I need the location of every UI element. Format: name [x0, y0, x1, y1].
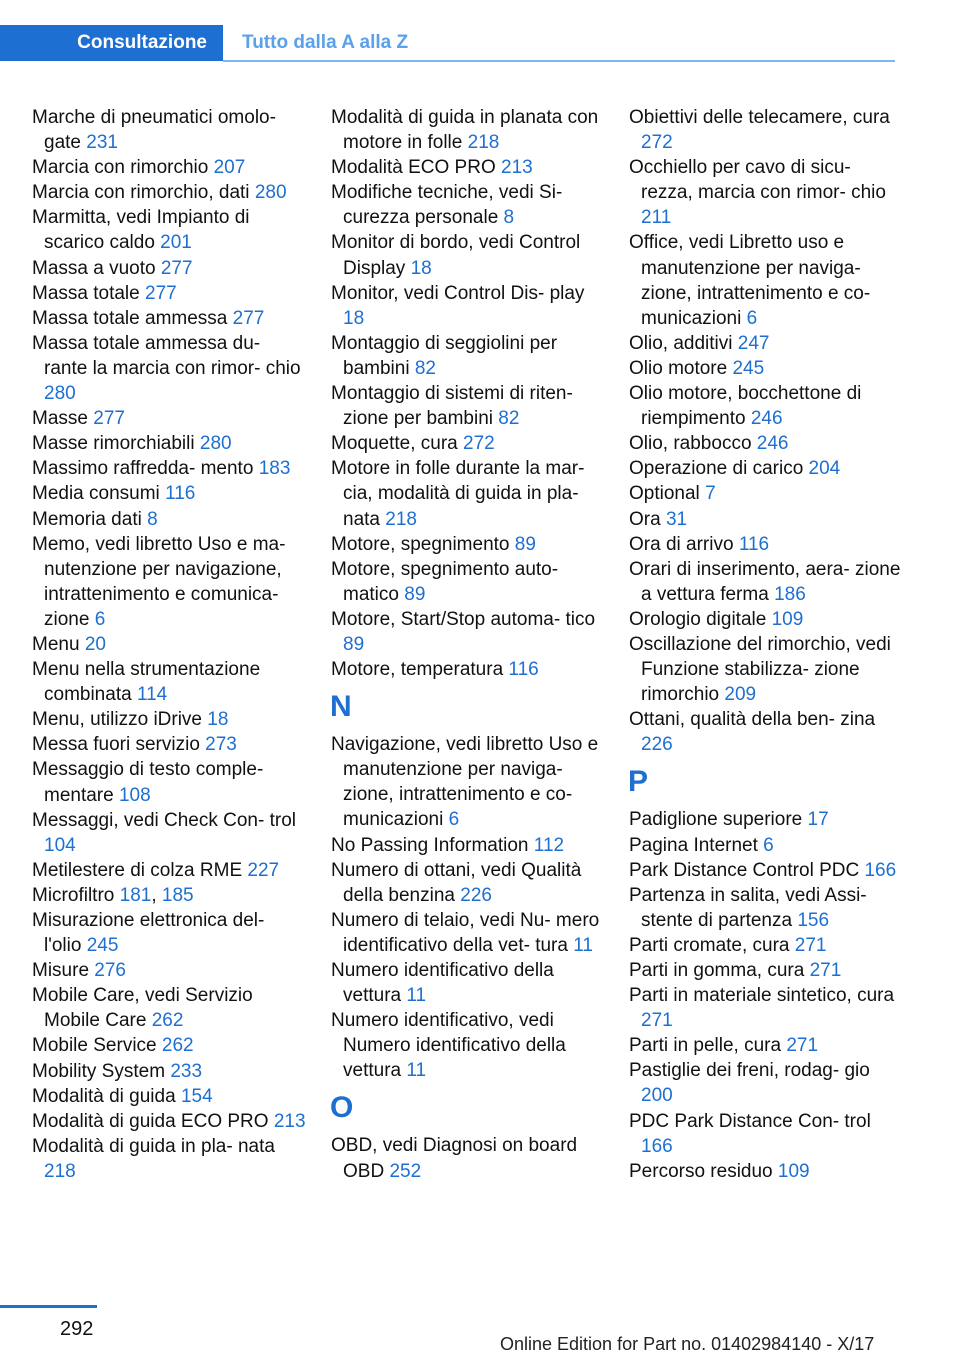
- index-entry: [331, 657, 606, 682]
- index-entry: [32, 1033, 307, 1058]
- index-entry-term: Numero identificativo, vedi Numero identificativo della vettura: [331, 1010, 566, 1082]
- index-entry: [331, 105, 606, 155]
- page-reference-link[interactable]: 218: [467, 132, 500, 154]
- index-entry: [629, 105, 904, 155]
- page-reference-link[interactable]: 226: [460, 884, 492, 906]
- index-entry: [32, 456, 307, 481]
- page-reference-link[interactable]: 200: [641, 1085, 673, 1107]
- index-entry: [629, 983, 904, 1033]
- page-reference-link[interactable]: 231: [86, 132, 118, 154]
- section-tab-label: Consultazione: [77, 32, 207, 53]
- page-reference-link[interactable]: 104: [44, 834, 76, 856]
- page-reference-link[interactable]: 18: [207, 709, 229, 731]
- index-entry-term: Motore, spegnimento auto‐ matico: [331, 558, 559, 605]
- page-reference-link[interactable]: 201: [160, 232, 192, 254]
- index-entry-term: Parti in materiale sintetico, cura: [629, 985, 895, 1007]
- index-entry: [331, 281, 606, 331]
- page-reference-link[interactable]: 272: [641, 132, 673, 154]
- index-entry: [331, 532, 606, 557]
- index-entry-term: Motore, temperatura: [331, 659, 504, 681]
- footer-accent-bar: [0, 1305, 97, 1308]
- index-entry-term: Motore, Start/Stop automa‐ tico: [331, 608, 596, 630]
- index-entry-term: Modifiche tecniche, vedi Si‐ curezza personale: [331, 182, 563, 229]
- index-entry-term: Oscillazione del rimorchio, vedi Funzione stabilizza‐ zione rimorchio: [629, 633, 891, 706]
- index-entry-term: Office, vedi Libretto uso e manutenzione per naviga‐ zione, intrattenimento e co‐ municazioni: [629, 232, 871, 329]
- index-entry-term: Modalità ECO PRO: [331, 157, 496, 179]
- page-reference-link[interactable]: 6: [746, 307, 758, 329]
- index-entry-term: Massa totale: [32, 282, 140, 304]
- index-entry: [629, 481, 904, 506]
- index-entry-term: Orologio digitale: [629, 608, 767, 630]
- page-reference-link[interactable]: 156: [797, 909, 830, 931]
- index-entry: [629, 1033, 904, 1058]
- index-entry-term: Ottani, qualità della ben‐ zina: [629, 709, 876, 731]
- index-entry: [32, 532, 307, 632]
- index-entry: [629, 155, 904, 230]
- index-entry: [32, 180, 307, 205]
- index-entry-term: Motore in folle durante la mar‐ cia, modalità di guida in pla‐ nata: [331, 458, 585, 530]
- index-entry: [32, 481, 307, 506]
- index-entry: [629, 557, 904, 607]
- index-entry-term: Modalità di guida: [32, 1085, 176, 1107]
- index-entry-term: Moquette, cura: [331, 433, 458, 455]
- index-entry-term: Olio motore, bocchettone di riempimento: [629, 383, 862, 430]
- page-reference-link[interactable]: 213: [501, 157, 533, 179]
- index-entry-term: Numero di telaio, vedi Nu‐ mero identificativo della vet‐ tura: [331, 909, 600, 956]
- page-reference-link[interactable]: 271: [641, 1010, 673, 1032]
- page-reference-link[interactable]: 245: [732, 357, 765, 379]
- index-entry-term: PDC Park Distance Con‐ trol: [629, 1110, 871, 1132]
- index-entry-term: Motore, spegnimento: [331, 533, 510, 555]
- index-entry: [331, 1133, 606, 1183]
- index-entry-term: Menu, utilizzo iDrive: [32, 709, 202, 731]
- index-entry: [32, 105, 307, 155]
- index-entry: [32, 155, 307, 180]
- index-entry: [32, 983, 307, 1033]
- index-entry: [629, 807, 904, 832]
- index-column-3: [629, 105, 904, 1184]
- index-entry-term: Memoria dati: [32, 508, 142, 530]
- page-reference-link[interactable]: 271: [809, 960, 842, 981]
- index-entry-term: Messa fuori servizio: [32, 734, 200, 756]
- page-reference-link[interactable]: 218: [44, 1160, 76, 1182]
- page-number: 292: [60, 1318, 94, 1340]
- index-letter-heading: O: [330, 1091, 354, 1125]
- index-entry-term: Pastiglie dei freni, rodag‐ gio: [629, 1060, 870, 1082]
- index-entry: [629, 833, 904, 858]
- index-entry-term: Ora di arrivo: [629, 533, 734, 555]
- index-entry-term: Menu: [32, 633, 80, 655]
- page-reference-link[interactable]: 272: [463, 433, 495, 455]
- index-entry-term: Massa totale ammessa du‐ rante la marcia con rimor‐ chio: [32, 332, 301, 379]
- index-entry-term: Numero di ottani, vedi Qualità della benzina: [331, 859, 582, 906]
- index-entry-term: Memo, vedi libretto Uso e ma‐ nutenzione per navigazione, intrattenimento e comunica‐ zione: [32, 533, 286, 630]
- edition-footer: Online Edition for Part no. 01402984140 - X/17: [500, 1334, 875, 1354]
- index-entry: [32, 858, 307, 883]
- page-header: [0, 25, 895, 61]
- index-entry: [32, 306, 307, 331]
- index-entry: [32, 431, 307, 456]
- page-reference-link[interactable]: 109: [777, 1160, 810, 1182]
- index-entry: [32, 908, 307, 958]
- index-entry: [32, 1084, 307, 1109]
- index-entry: [629, 381, 904, 431]
- index-entry: [629, 456, 904, 481]
- page-reference-link[interactable]: 11: [573, 934, 593, 956]
- page-reference-link[interactable]: 245: [86, 935, 119, 957]
- index-entry: Microfiltro 181, 185: [32, 884, 194, 906]
- page-reference-link[interactable]: 276: [94, 960, 126, 982]
- index-entry-term: Media consumi: [32, 483, 160, 505]
- page-reference-link[interactable]: 207: [213, 157, 246, 179]
- page-reference-link[interactable]: 166: [864, 859, 897, 881]
- index-entry-term: OBD, vedi Diagnosi on board OBD: [331, 1135, 578, 1182]
- index-entry: [331, 381, 606, 431]
- index-entry-term: Occhiello per cavo di sicu‐ rezza, marcia con rimor‐ chio: [629, 157, 886, 204]
- index-entry-term: Montaggio di sistemi di riten‐ zione per bambini: [331, 383, 573, 430]
- header-divider: [223, 60, 895, 62]
- index-entry-term: Ora: [629, 508, 661, 530]
- page-reference-link[interactable]: 218: [385, 508, 417, 530]
- subsection-tab[interactable]: [242, 25, 408, 61]
- page-reference-link[interactable]: 82: [498, 408, 520, 430]
- index-entry: [331, 833, 606, 858]
- index-entry-term: Optional: [629, 483, 700, 505]
- index-entry: [629, 1109, 904, 1159]
- page-reference-link[interactable]: 211: [641, 207, 672, 229]
- page-reference-link[interactable]: 154: [180, 1085, 213, 1107]
- index-entry: [629, 1159, 904, 1184]
- index-entry: [629, 356, 904, 381]
- index-entry-term: Olio, additivi: [629, 332, 733, 354]
- page-reference-link[interactable]: 262: [161, 1035, 194, 1057]
- index-entry-term: Massimo raffredda‐ mento: [32, 458, 254, 480]
- page-reference-link[interactable]: 271: [786, 1035, 819, 1057]
- page-reference-link[interactable]: 252: [389, 1160, 422, 1182]
- index-entry-term: Massa a vuoto: [32, 257, 156, 279]
- index-entry: [331, 1008, 606, 1083]
- page-reference-link[interactable]: 204: [808, 458, 841, 480]
- index-entry: [32, 632, 307, 657]
- page-reference-link[interactable]: 246: [750, 408, 783, 430]
- index-column-2: [331, 105, 606, 1184]
- page-reference-link[interactable]: 116: [508, 659, 539, 681]
- page-reference-link[interactable]: 18: [410, 257, 432, 279]
- subsection-tab-label: Tutto dalla A alla Z: [242, 32, 409, 53]
- page-reference-link[interactable]: 11: [406, 985, 427, 1007]
- index-entry-term: Masse: [32, 408, 88, 430]
- page-reference-link[interactable]: 89: [514, 533, 536, 555]
- index-entry: [629, 707, 904, 757]
- page-reference-link[interactable]: 277: [232, 307, 265, 329]
- index-entry: [32, 1134, 307, 1184]
- index-entry-term: Parti in gomma, cura: [629, 960, 805, 981]
- index-entry: [32, 507, 307, 532]
- page-reference-link[interactable]: 246: [756, 433, 789, 455]
- index-entry-term: Misure: [32, 960, 90, 982]
- index-entry-term: Modalità di guida ECO PRO: [32, 1110, 269, 1132]
- index-entry-term: Parti in pelle, cura: [629, 1035, 782, 1057]
- index-entry: [331, 456, 606, 531]
- index-entry-term: Messaggi, vedi Check Con‐ trol: [32, 809, 296, 831]
- page-reference-link[interactable]: 226: [641, 734, 673, 756]
- index-entry-term: Menu nella strumentazione combinata: [32, 659, 261, 706]
- index-entry-term: Marcia con rimorchio: [32, 157, 209, 179]
- index-entry-term: Masse rimorchiabili: [32, 433, 195, 455]
- page-reference-link[interactable]: 17: [807, 809, 829, 831]
- index-entry: [629, 607, 904, 632]
- page-reference-link[interactable]: 82: [414, 357, 436, 379]
- index-entry: [629, 331, 904, 356]
- page-reference-link[interactable]: 109: [771, 608, 804, 630]
- index-entry: [32, 281, 307, 306]
- index-entry-term: No Passing Information: [331, 834, 529, 856]
- index-entry-term: Montaggio di seggiolini per bambini: [331, 332, 558, 379]
- page-reference-link[interactable]: 262: [151, 1010, 184, 1032]
- index-entry-term: Modalità di guida in planata con motore in folle: [331, 107, 599, 154]
- index-entry-term: Marcia con rimorchio, dati: [32, 182, 250, 204]
- index-entry-term: Metilestere di colza RME: [32, 859, 243, 881]
- page-reference-link[interactable]: 233: [170, 1060, 203, 1082]
- page-reference-link[interactable]: 213: [273, 1110, 306, 1132]
- page-reference-link[interactable]: 20: [84, 633, 106, 655]
- page-reference-link[interactable]: 227: [247, 859, 280, 881]
- index-entry: [32, 1109, 307, 1134]
- index-entry-term: Marmitta, vedi Impianto di scarico caldo: [32, 207, 250, 254]
- page-reference-link[interactable]: 114: [136, 684, 168, 706]
- page-reference-link[interactable]: 7: [705, 483, 716, 505]
- index-entry-term: Numero identificativo della vettura: [331, 960, 554, 1007]
- index-entry: [32, 331, 307, 406]
- index-entry-term: Monitor di bordo, vedi Control Display: [331, 232, 581, 279]
- index-entry: [629, 431, 904, 456]
- index-entry-term: Mobility System: [32, 1060, 166, 1082]
- index-entry-term: Obiettivi delle telecamere, cura: [629, 107, 890, 128]
- index-entry: [32, 958, 307, 983]
- page-reference-link[interactable]: 280: [44, 383, 76, 405]
- index-entry: [32, 1059, 307, 1084]
- index-entry: [331, 557, 606, 607]
- page-reference-link[interactable]: 277: [145, 282, 177, 304]
- page-reference-link[interactable]: 89: [343, 633, 365, 655]
- index-entry-term: Park Distance Control PDC: [629, 859, 860, 881]
- index-entry: [32, 707, 307, 732]
- page-reference-link[interactable]: 31: [665, 508, 688, 530]
- index-entry-term: Massa totale ammessa: [32, 307, 228, 329]
- index-entry: [629, 507, 904, 532]
- page-reference-link[interactable]: 185: [161, 884, 194, 906]
- index-entry: [629, 532, 904, 557]
- page-reference-link[interactable]: 6: [448, 809, 460, 831]
- index-entry: [331, 858, 606, 908]
- index-entry-term: Orari di inserimento, aera‐ zione a vettura ferma: [629, 558, 901, 605]
- page-reference-link[interactable]: 166: [641, 1135, 673, 1157]
- page-reference-link[interactable]: 8: [503, 207, 515, 229]
- page-reference-link[interactable]: 108: [118, 784, 151, 806]
- index-entry: [331, 180, 606, 230]
- page-reference-link[interactable]: 6: [763, 834, 774, 856]
- index-entry: [32, 757, 307, 807]
- index-entry: [331, 908, 606, 958]
- index-entry-term: Navigazione, vedi libretto Uso e manutenzione per naviga‐ zione, intrattenimento e co‐ municazioni: [331, 734, 599, 831]
- page-reference-link[interactable]: 247: [737, 332, 770, 354]
- section-tab[interactable]: [0, 25, 223, 61]
- index-entry-term: Monitor, vedi Control Dis‐ play: [331, 282, 585, 304]
- index-entry-term: Partenza in salita, vedi Assi‐ stente di partenza: [629, 884, 867, 931]
- page-reference-link[interactable]: 186: [774, 583, 806, 605]
- page-reference-link[interactable]: 18: [343, 307, 365, 329]
- index-entry: [331, 431, 606, 456]
- page-reference-link[interactable]: 6: [94, 608, 106, 630]
- index-letter-heading: P: [628, 765, 649, 799]
- page-reference-link[interactable]: 183: [258, 458, 291, 480]
- index-entry: [629, 858, 904, 883]
- page-reference-link[interactable]: 8: [147, 508, 158, 530]
- index-entry: [331, 331, 606, 381]
- page-reference-link[interactable]: 280: [254, 182, 287, 204]
- page-reference-link[interactable]: 11: [406, 1060, 427, 1082]
- index-entry: [331, 732, 606, 832]
- index-entry-term: Pagina Internet: [629, 834, 758, 856]
- index-entry-term: Parti cromate, cura: [629, 934, 790, 956]
- index-entry: [629, 230, 904, 330]
- page-reference-link[interactable]: 116: [738, 533, 770, 555]
- index-entry-term: Mobile Service: [32, 1035, 157, 1057]
- page-reference-link[interactable]: 280: [199, 433, 232, 455]
- index-entry: [629, 958, 904, 983]
- page-reference-link[interactable]: 112: [533, 834, 565, 856]
- index-entry: [331, 155, 606, 180]
- index-entry: [32, 657, 307, 707]
- index-entry: [629, 933, 904, 958]
- index-entry: [32, 205, 307, 255]
- index-entry: [32, 256, 307, 281]
- index-entry-term: Marche di pneumatici omolo‐ gate: [32, 107, 276, 154]
- index-entry: [32, 406, 307, 431]
- page-reference-link[interactable]: 277: [160, 257, 193, 279]
- index-entry-term: Operazione di carico: [629, 458, 804, 480]
- page-reference-link[interactable]: 89: [404, 583, 426, 605]
- index-entry-term: Olio motore: [629, 357, 728, 379]
- page-reference-link[interactable]: 181: [119, 884, 152, 906]
- page-reference-link[interactable]: 209: [724, 684, 757, 706]
- index-entry-term: Olio, rabbocco: [629, 433, 752, 455]
- page-reference-link[interactable]: 271: [794, 934, 827, 956]
- index-entry-term: Modalità di guida in pla‐ nata: [32, 1135, 275, 1157]
- index-entry-term: Percorso residuo: [629, 1160, 773, 1182]
- index-entry-term: Messaggio di testo comple‐ mentare: [32, 759, 264, 806]
- index-entry: [629, 883, 904, 933]
- index-entry-term: Misurazione elettronica del‐ l'olio: [32, 910, 265, 957]
- index-entry: [629, 1058, 904, 1108]
- index-entry: [331, 958, 606, 1008]
- index-letter-heading: N: [330, 690, 352, 724]
- index-entry-term: Padiglione superiore: [629, 809, 803, 831]
- page-reference-link[interactable]: 273: [205, 734, 237, 756]
- page-reference-link[interactable]: 277: [93, 408, 125, 430]
- index-entry: [32, 808, 307, 858]
- index-column-1: [32, 105, 307, 1184]
- index-entry-term: Microfiltro: [32, 884, 115, 906]
- index-entry-term: Mobile Care, vedi Servizio Mobile Care: [32, 985, 253, 1032]
- index-entry: [331, 607, 606, 657]
- page-reference-link[interactable]: 116: [165, 483, 196, 505]
- index-entry: [32, 732, 307, 757]
- index-entry: [629, 632, 904, 707]
- index-entry: [331, 230, 606, 280]
